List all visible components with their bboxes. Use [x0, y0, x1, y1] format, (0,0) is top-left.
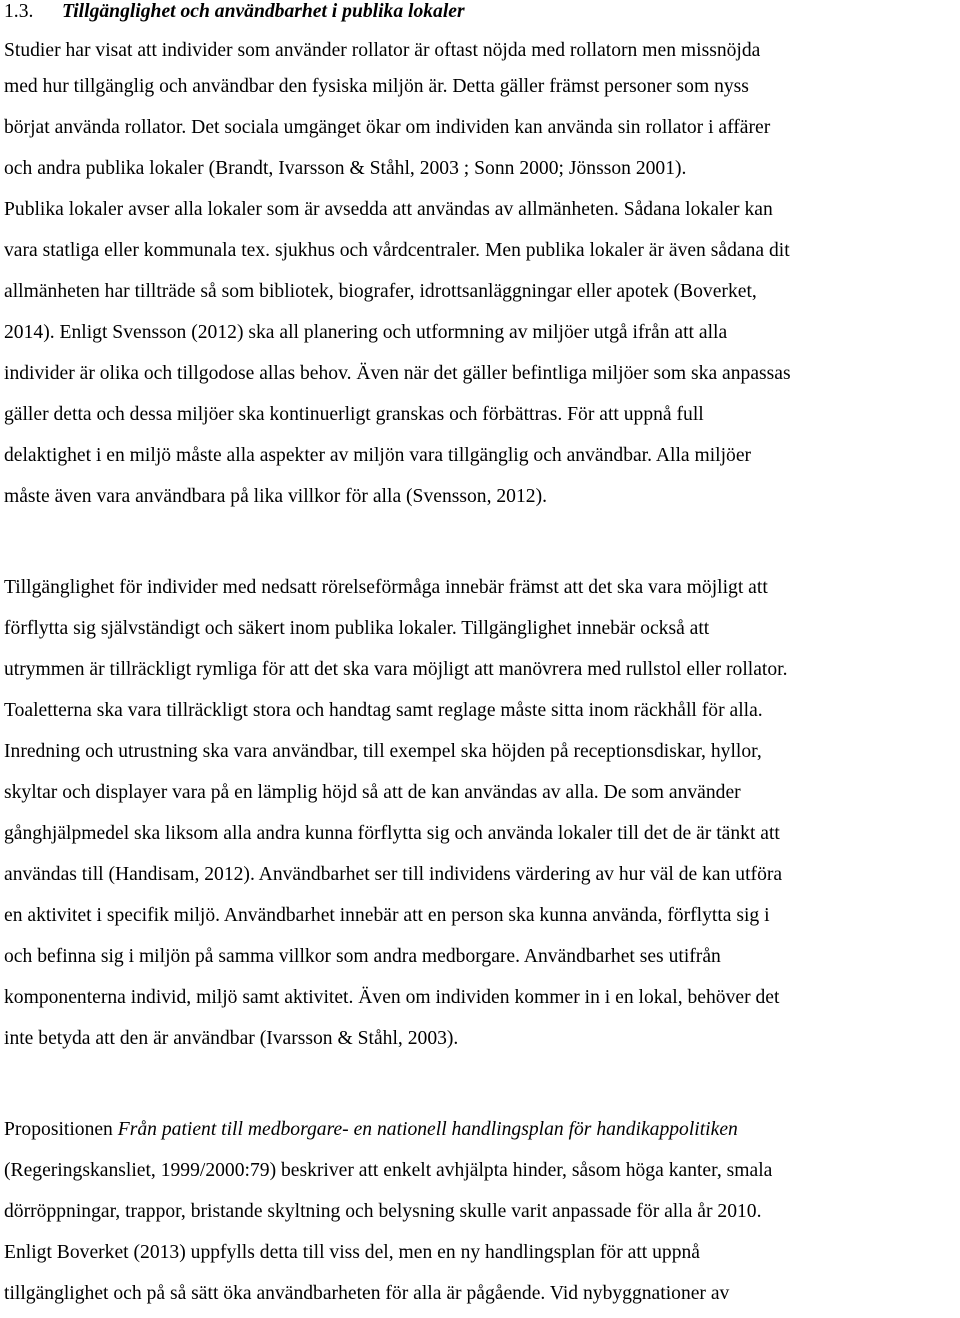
text-line: gäller detta och dessa miljöer ska kontinuerligt granskas och förbättras. För att uppnå full — [4, 404, 704, 425]
text-line: Publika lokaler avser alla lokaler som är avsedda att användas av allmänheten. Sådana lokaler kan — [4, 199, 773, 220]
text-line: och andra publika lokaler (Brandt, Ivarsson & Ståhl, 2003 ; Sonn 2000; Jönsson 2001). — [4, 158, 687, 179]
paragraph-1 — [4, 36, 956, 517]
text-line: Toaletterna ska vara tillräckligt stora och handtag samt reglage måste sitta inom räckhåll för alla. — [4, 700, 763, 721]
document-page — [4, 0, 956, 1314]
text-line: 2014). Enligt Svensson (2012) ska all planering och utformning av miljöer utgå ifrån att alla — [4, 322, 728, 343]
text-line: med hur tillgänglig och användbar den fysiska miljön är. Detta gäller främst personer som nyss — [4, 76, 749, 97]
text-line: gånghjälpmedel ska liksom alla andra kunna förflytta sig och använda lokaler till det de är tänkt att — [4, 823, 780, 844]
text-line: Tillgänglighet för individer med nedsatt rörelseförmåga innebär främst att det ska vara möjligt att — [4, 577, 768, 598]
text-line: och befinna sig i miljön på samma villkor som andra medborgare. Användbarhet ses utifrån — [4, 946, 721, 967]
text-prefix: Propositionen — [4, 1119, 118, 1140]
proposition-title: Från patient till medborgare- en nationell handlingsplan för handikappolitiken — [117, 1119, 738, 1140]
text-line: Studier har visat att individer som använder rollator är oftast nöjda med rollatorn men missnöjda — [4, 40, 761, 61]
text-line: förflytta sig självständigt och säkert inom publika lokaler. Tillgänglighet innebär också att — [4, 618, 710, 639]
text-line: utrymmen är tillräckligt rymliga för att det ska vara möjligt att manövrera med rullstol eller rollator. — [4, 659, 788, 680]
text-line: skyltar och displayer vara på en lämplig höjd så att de kan användas av alla. De som använder — [4, 782, 741, 803]
text-line: allmänheten har tillträde så som bibliotek, biografer, idrottsanläggningar eller apotek (Boverket, — [4, 281, 757, 302]
text-line: vara statliga eller kommunala tex. sjukhus och vårdcentraler. Men publika lokaler är även sådana dit — [4, 240, 790, 261]
text-line: inte betyda att den är användbar (Ivarsson & Ståhl, 2003). — [4, 1028, 459, 1049]
text-line: delaktighet i en miljö måste alla aspekter av miljön vara tillgänglig och användbar. Alla miljöer — [4, 445, 752, 466]
text-line: Inredning och utrustning ska vara användbar, till exempel ska höjden på receptionsdiskar, hyllor, — [4, 741, 762, 762]
paragraph-3 — [4, 1109, 956, 1314]
text-line — [4, 1109, 956, 1150]
text-line: en aktivitet i specifik miljö. Användbarhet innebär att en person ska kunna använda, förflytta sig i — [4, 905, 770, 926]
text-line: komponenterna individ, miljö samt aktivitet. Även om individen kommer in i en lokal, behöver det — [4, 987, 780, 1008]
section-title: Tillgänglighet och användbarhet i publika lokaler — [62, 1, 465, 22]
paragraph-gap — [4, 517, 956, 567]
text-line: måste även vara användbara på lika villkor för alla (Svensson, 2012). — [4, 486, 547, 507]
text-line: användas till (Handisam, 2012). Användbarhet ser till individens värdering av hur väl de kan utföra — [4, 864, 783, 885]
text-line: tillgänglighet och på så sätt öka användbarheten för alla är pågående. Vid nybyggnationer av — [4, 1283, 730, 1304]
section-heading — [4, 0, 956, 24]
text-line: (Regeringskansliet, 1999/2000:79) beskriver att enkelt avhjälpta hinder, såsom höga kanter, smala — [4, 1160, 773, 1181]
paragraph-2 — [4, 567, 956, 1059]
text-line: dörröppningar, trappor, bristande skyltning och belysning skulle varit anpassade för alla år 2010. — [4, 1201, 762, 1222]
text-line: börjat använda rollator. Det sociala umgänget ökar om individen kan använda sin rollator i affärer — [4, 117, 771, 138]
text-line: individer är olika och tillgodose allas behov. Även när det gäller befintliga miljöer som ska anpassas — [4, 363, 791, 384]
section-number: 1.3. — [4, 1, 34, 22]
paragraph-gap — [4, 1059, 956, 1109]
text-line: Enligt Boverket (2013) uppfylls detta till viss del, men en ny handlingsplan för att uppnå — [4, 1242, 700, 1263]
